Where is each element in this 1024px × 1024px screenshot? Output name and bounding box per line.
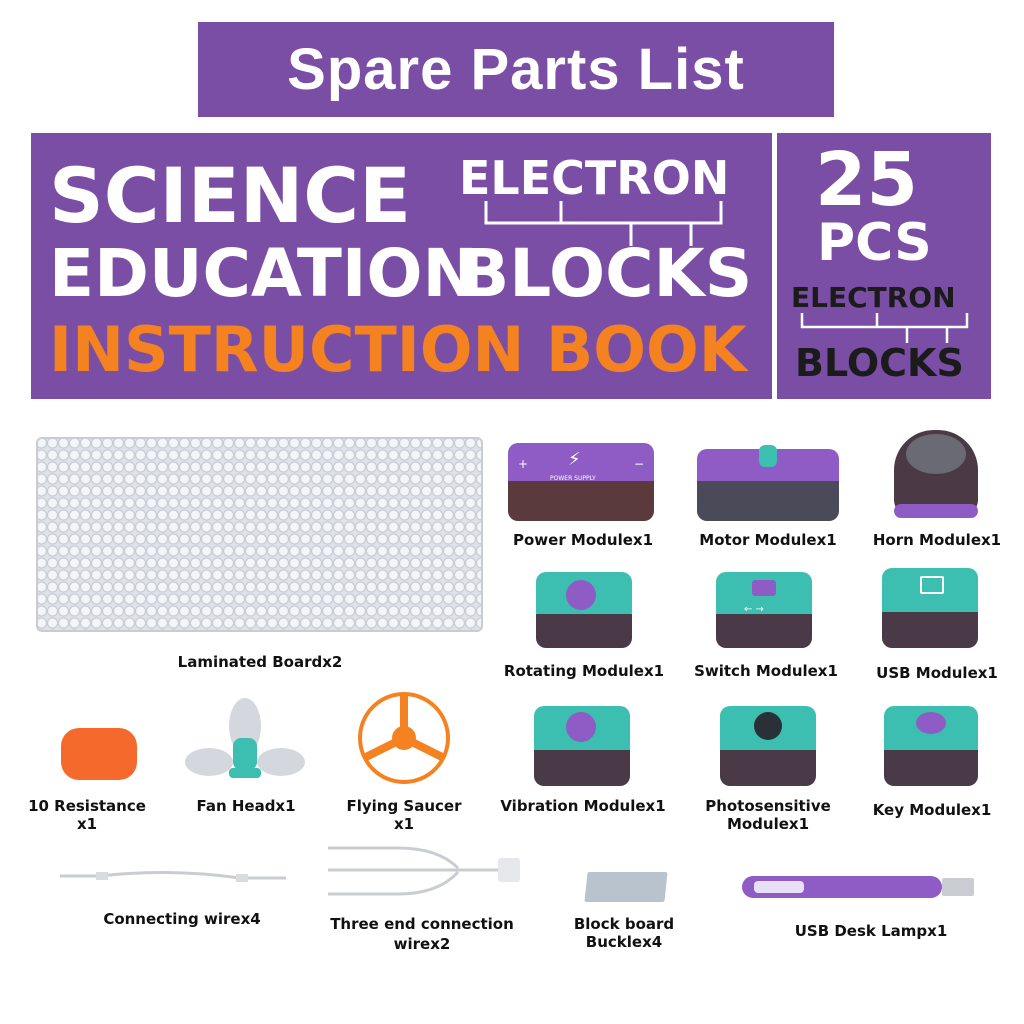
usb-module-image: [882, 568, 978, 648]
page-title: Spare Parts List: [287, 37, 745, 102]
pcs-electron: ELECTRON: [791, 281, 956, 314]
label-connecting-wire: Connecting wirex4: [103, 910, 261, 928]
arrows-icon: ← →: [744, 604, 764, 615]
connecting-wire-image: [60, 866, 286, 890]
three-end-wire-image: [318, 838, 524, 908]
label-three-end-1: Three end connection: [330, 915, 514, 933]
label-resistance-1: 10 Resistance: [28, 797, 146, 815]
label-fan-head: Fan Headx1: [196, 797, 296, 815]
label-buckle-2: Bucklex4: [585, 933, 663, 951]
label-horn-module: Horn Modulex1: [872, 531, 1002, 549]
pcs-badge: [777, 133, 991, 399]
label-flying-saucer-1: Flying Saucer: [346, 797, 462, 815]
laminated-board-image: [36, 437, 483, 632]
fan-head-image: [185, 698, 305, 788]
label-motor-module: Motor Modulex1: [699, 531, 837, 549]
pcs-blocks: BLOCKS: [795, 341, 964, 385]
banner-blocks: BLOCKS: [459, 235, 753, 312]
label-laminated-board: Laminated Boardx2: [177, 653, 343, 671]
plus-icon: +: [518, 457, 529, 471]
minus-icon: −: [634, 457, 645, 471]
usb-lamp-image: [740, 872, 980, 906]
bolt-icon: ⚡: [568, 449, 581, 470]
pcs-count: 25: [815, 137, 918, 223]
label-photosensitive-1: Photosensitive: [705, 797, 831, 815]
label-three-end-2: wirex2: [393, 935, 451, 953]
pcs-circuit-graphic: [797, 313, 977, 343]
label-flying-saucer-2: x1: [393, 815, 415, 833]
label-switch-module: Switch Modulex1: [694, 662, 838, 680]
vibration-module-image: [534, 706, 630, 786]
label-resistance-2: x1: [76, 815, 98, 833]
resistance-image: [61, 728, 137, 780]
label-vibration-module: Vibration Modulex1: [500, 797, 666, 815]
label-usb-lamp: USB Desk Lampx1: [794, 922, 948, 940]
banner-education: EDUCATION: [49, 235, 478, 312]
label-rotating-module: Rotating Modulex1: [503, 662, 665, 680]
label-power-module: Power Modulex1: [512, 531, 654, 549]
label-buckle-1: Block board: [573, 915, 675, 933]
switch-module-image: [716, 572, 812, 648]
power-print: POWER SUPPLY: [550, 475, 596, 482]
buckle-image: [584, 872, 667, 902]
banner-electron: ELECTRON: [459, 151, 730, 205]
label-photosensitive-2: Modulex1: [726, 815, 810, 833]
banner-science: SCIENCE: [49, 151, 412, 240]
flying-saucer-image: [356, 690, 452, 786]
instruction-banner: [31, 133, 772, 399]
motor-module-image: [697, 443, 839, 521]
label-key-module: Key Modulex1: [872, 801, 992, 819]
photosensitive-module-image: [720, 706, 816, 786]
label-usb-module: USB Modulex1: [876, 664, 998, 682]
rotating-module-image: [536, 572, 632, 648]
banner-instruction-book: INSTRUCTION BOOK: [49, 313, 747, 386]
key-module-image: [884, 706, 978, 786]
power-module-image: [508, 443, 654, 521]
pcs-unit: PCS: [817, 213, 932, 273]
horn-module-image: [894, 420, 978, 520]
title-banner: [198, 22, 834, 117]
